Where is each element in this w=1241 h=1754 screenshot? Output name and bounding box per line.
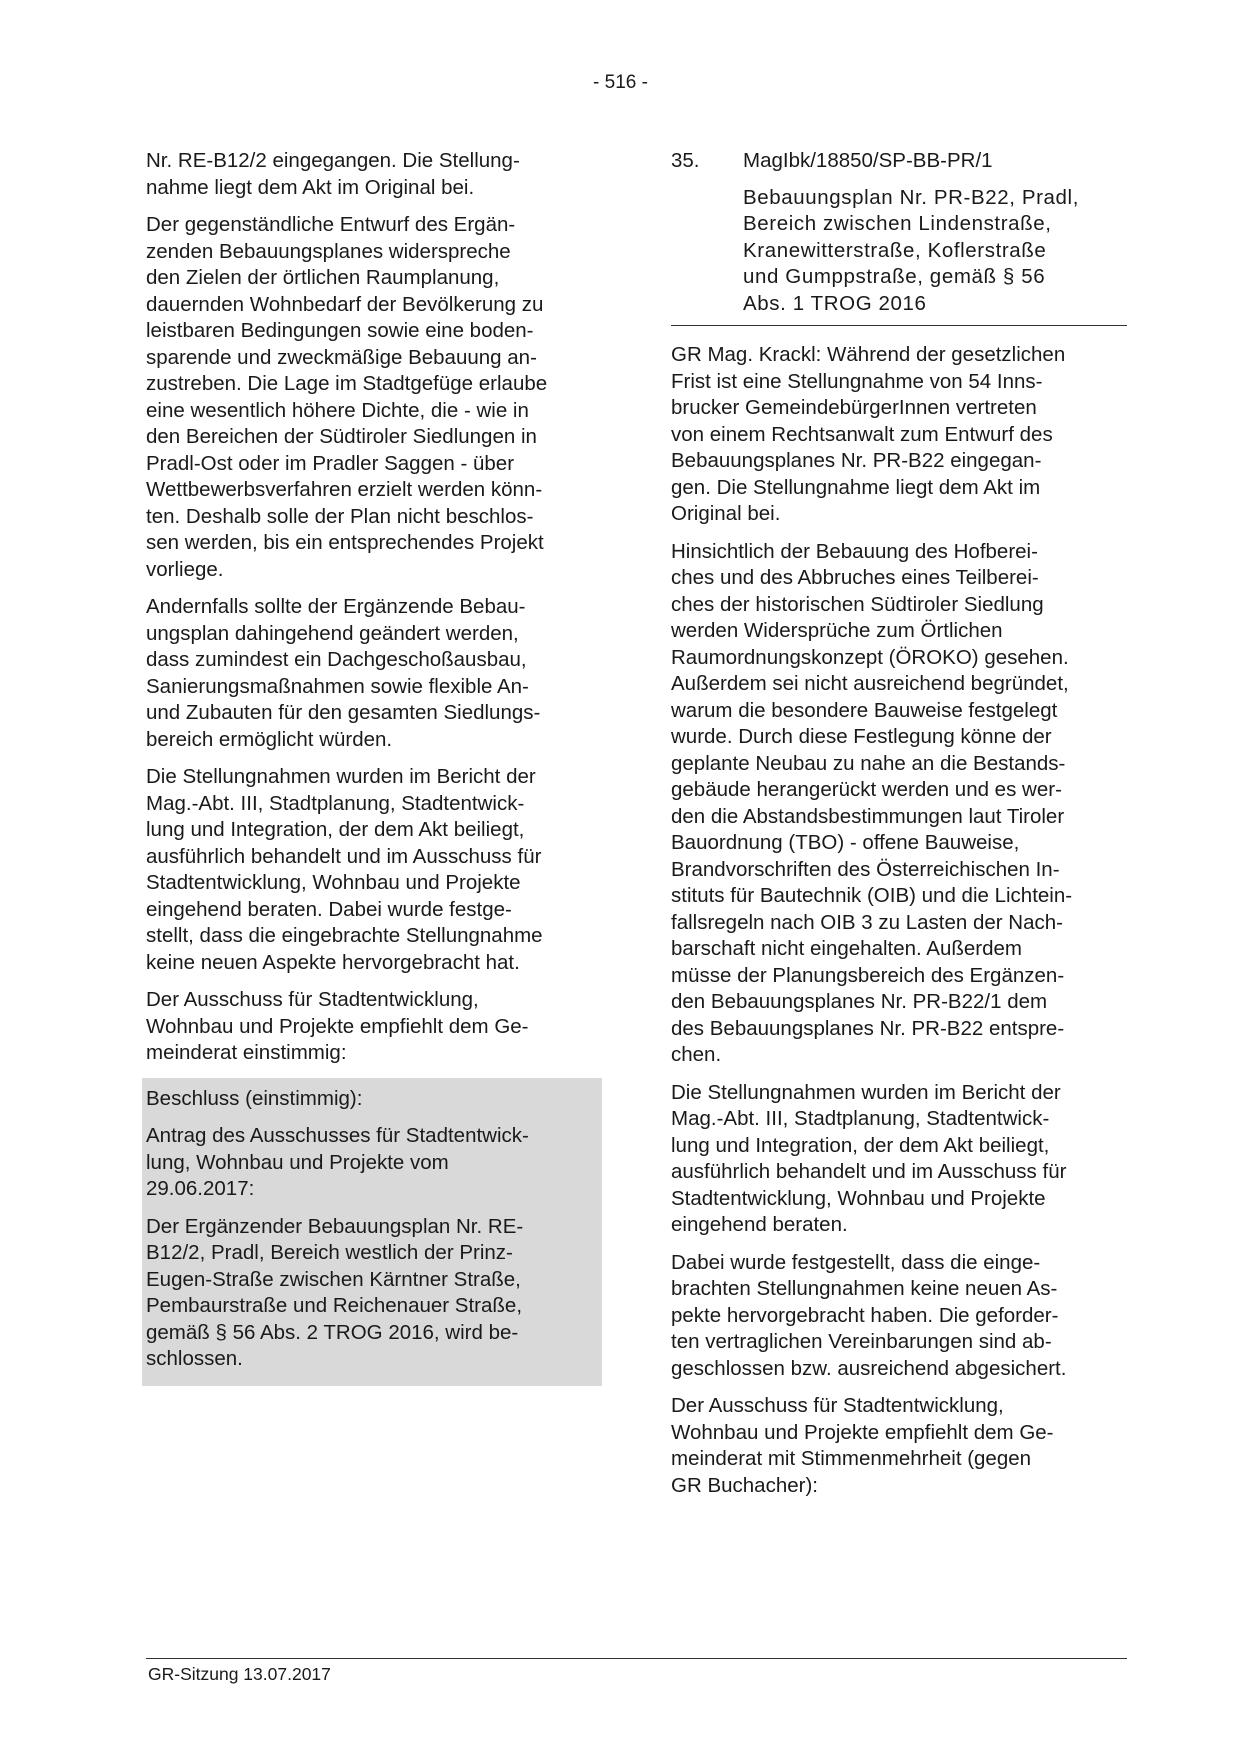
- right-column: [671, 148, 1127, 1510]
- paragraph: Der Ausschuss für Stadtentwicklung, Wohnbau und Projekte empfiehlt dem Ge- meinderat einstimmig:: [146, 988, 529, 1064]
- agenda-item-header: [671, 148, 1127, 175]
- agenda-item-number: 35.: [671, 149, 700, 172]
- paragraph: Hinsichtlich der Bebauung des Hofberei- ches und des Abbruches eines Teilberei- ches der historischen Südtiroler Siedlung werden Widersprüche zum Örtlichen Raumordnungskonzept (ÖROKO) gesehen. Außerdem sei nicht ausreichend begründet, warum die besondere Bauweise festgelegt wurde. Durch diese Festlegung könne der geplante Neubau zu nahe an die Bestands- gebäude herangerückt werden und es wer- den die Abstandsbestimmungen laut Tiroler Bauordnung (TBO) - offene Bauweise, Brandvorschriften des Österreichischen In- stituts für Bautechnik (OIB) und die Lichtein- fallsregeln nach OIB 3 zu Lasten der Nach- barschaft nicht eingehalten. Außerdem müsse der Planungsbereich des Ergänzen- den Bebauungsplanes Nr. PR-B22/1 dem des Bebauungsplanes Nr. PR-B22 entspre- chen.: [671, 539, 1073, 1066]
- resolution-title: Beschluss (einstimmig):: [146, 1086, 363, 1110]
- resolution-box: [142, 1078, 602, 1386]
- footer-text: GR-Sitzung 13.07.2017: [148, 1664, 331, 1684]
- agenda-item-reference: MagIbk/18850/SP-BB-PR/1: [743, 149, 993, 172]
- paragraph: Andernfalls sollte der Ergänzende Bebau- ungsplan dahingehend geändert werden, dass zumindest ein Dachgeschoßausbau, Sanierungsmaßnahmen sowie flexible An- und Zubauten für den gesamten Siedlungs- bereich ermöglicht würden.: [146, 595, 541, 751]
- paragraph: Der Ausschuss für Stadtentwicklung, Wohnbau und Projekte empfiehlt dem Ge- meinderat mit Stimmenmehrheit (gegen GR Buchacher):: [671, 1394, 1054, 1497]
- paragraph: Der gegenständliche Entwurf des Ergän- zenden Bebauungsplanes widerspreche den Zielen der örtlichen Raumplanung, dauernden Wohnbedarf der Bevölkerung zu leistbaren Bedingungen sowie eine boden- sparende und zweckmäßige Bebauung an- zustreben. Die Lage im Stadtgefüge erlaube eine wesentlich höhere Dichte, die - wie in den Bereichen der Südtiroler Siedlungen in Pradl-Ost oder im Pradler Saggen - über Wettbewerbsverfahren erzielt werden könn- ten. Deshalb solle der Plan nicht beschlos- sen werden, bis ein entsprechendes Projekt vorliege.: [146, 213, 548, 581]
- paragraph: Nr. RE-B12/2 eingegangen. Die Stellung- nahme liegt dem Akt im Original bei.: [146, 149, 520, 199]
- page-number: - 516 -: [593, 72, 648, 93]
- resolution-motion: Antrag des Ausschusses für Stadtentwick- lung, Wohnbau und Projekte vom 29.06.2017:: [146, 1124, 529, 1200]
- paragraph: GR Mag. Krackl: Während der gesetzlichen Frist ist eine Stellungnahme von 54 Inns- brucker GemeindebürgerInnen vertreten von einem Rechtsanwalt zum Entwurf des Bebauungsplanes Nr. PR-B22 eingegan- gen. Die Stellungnahme liegt dem Akt im Original bei.: [671, 343, 1066, 525]
- left-column: [146, 148, 598, 1386]
- paragraph: Die Stellungnahmen wurden im Bericht der Mag.-Abt. III, Stadtplanung, Stadtentwick- lung und Integration, der dem Akt beiliegt, ausführlich behandelt und im Ausschuss für Stadtentwicklung, Wohnbau und Projekte eingehend beraten.: [671, 1080, 1067, 1236]
- resolution-text: Der Ergänzender Bebauungsplan Nr. RE- B12/2, Pradl, Bereich westlich der Prinz- Eugen-Straße zwischen Kärntner Straße, Pembaurstraße und Reichenauer Straße, gemäß § 56 Abs. 2 TROG 2016, wird be- schlossen.: [146, 1214, 524, 1370]
- footer-divider: [146, 1658, 1127, 1659]
- agenda-item-divider: [671, 325, 1127, 326]
- agenda-item-title: Bebauungsplan Nr. PR-B22, Pradl, Bereich zwischen Lindenstraße, Kranewitterstraße, Koflerstraße und Gumppstraße, gemäß § 56 Abs. 1 TROG 2016: [743, 185, 1079, 315]
- paragraph: Dabei wurde festgestellt, dass die einge- brachten Stellungnahmen keine neuen As- pekte hervorgebracht haben. Die geforder- ten vertraglichen Vereinbarungen sind ab- geschlossen bzw. ausreichend abgesichert.: [671, 1250, 1067, 1380]
- paragraph: Die Stellungnahmen wurden im Bericht der Mag.-Abt. III, Stadtplanung, Stadtentwick- lung und Integration, der dem Akt beiliegt, ausführlich behandelt und im Ausschuss für Stadtentwicklung, Wohnbau und Projekte eingehend beraten. Dabei wurde festge- stellt, dass die eingebrachte Stellungnahme keine neuen Aspekte hervorgebracht hat.: [146, 765, 543, 974]
